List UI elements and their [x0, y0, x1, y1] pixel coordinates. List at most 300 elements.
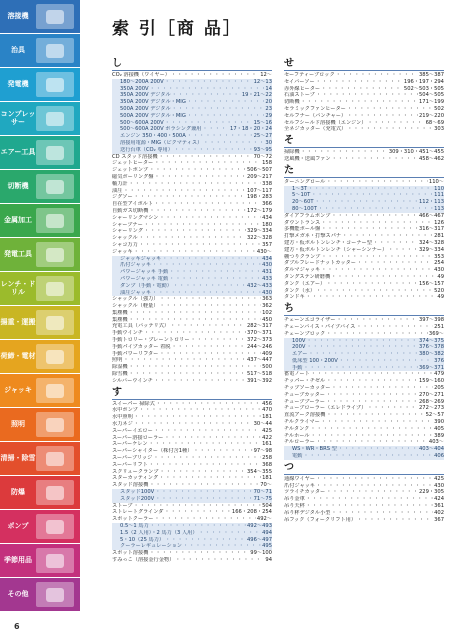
- index-entry[interactable]: [112, 296, 272, 303]
- index-entry[interactable]: [284, 405, 444, 412]
- index-entry[interactable]: [112, 428, 272, 435]
- index-entry[interactable]: [284, 426, 444, 433]
- index-entry[interactable]: [112, 509, 272, 516]
- index-entry[interactable]: [112, 469, 272, 476]
- dot-leader: [144, 330, 246, 337]
- entry-name: 水中照明: [112, 414, 133, 421]
- entry-pages: 97〜98: [253, 448, 272, 455]
- entry-pages: 353: [434, 253, 444, 260]
- index-entry[interactable]: [112, 441, 272, 448]
- entry-pages: 107〜117: [247, 187, 272, 194]
- index-entry[interactable]: [112, 503, 272, 510]
- dot-leader: [162, 256, 261, 263]
- dot-leader: [326, 399, 418, 406]
- index-entry[interactable]: [112, 330, 272, 337]
- index-column-right: [284, 56, 444, 523]
- entry-name: エンジン 350・400・500A: [120, 133, 186, 140]
- sidebar-tab[interactable]: [0, 204, 80, 237]
- entry-name: シャーリングマシン: [112, 214, 159, 221]
- index-subentry[interactable]: [112, 147, 272, 154]
- entry-pages: 110〜: [428, 178, 444, 185]
- index-entry[interactable]: [284, 510, 444, 517]
- index-entry[interactable]: [112, 181, 272, 188]
- entry-pages: 272〜273: [419, 405, 444, 412]
- index-subentry[interactable]: [284, 344, 444, 351]
- entry-pages: 458〜462: [419, 155, 444, 162]
- index-entry[interactable]: [112, 303, 272, 310]
- sidebar-tab[interactable]: [0, 374, 80, 407]
- index-subentry[interactable]: [112, 276, 272, 283]
- entry-name: チェーンバイス・パイプバイス: [284, 323, 356, 330]
- index-entry[interactable]: [112, 344, 272, 351]
- entry-pages: 198・283: [247, 194, 272, 201]
- sidebar-tab[interactable]: [0, 340, 80, 373]
- index-entry[interactable]: [112, 188, 272, 195]
- index-subentry[interactable]: [112, 120, 272, 127]
- index-entry[interactable]: [112, 455, 272, 462]
- entry-name: 建方・仮ボルトンレンチ（シャーシンナー）: [284, 246, 388, 253]
- index-subentry[interactable]: [112, 269, 272, 276]
- index-entry[interactable]: [112, 323, 272, 330]
- entry-pages: 434: [262, 255, 272, 262]
- entry-name: 5〜10T: [292, 192, 311, 199]
- dot-leader: [306, 344, 418, 351]
- index-entry[interactable]: [284, 274, 444, 281]
- entry-name: シルバーウインチ: [112, 377, 153, 384]
- index-subentry[interactable]: [112, 537, 272, 544]
- entry-pages: 251: [434, 323, 444, 330]
- dot-leader: [150, 86, 265, 93]
- index-entry[interactable]: [284, 385, 444, 392]
- index-entry[interactable]: [284, 220, 444, 227]
- index-entry[interactable]: [284, 371, 444, 378]
- entry-name: ダイアフラムポンプ: [284, 212, 331, 219]
- dot-leader: [150, 523, 246, 530]
- index-entry[interactable]: [112, 407, 272, 414]
- entry-name: シャックル（軽量）: [112, 303, 159, 310]
- index-entry[interactable]: [112, 351, 272, 358]
- entry-name: 5・10（25 馬力）: [120, 536, 165, 543]
- sidebar-tab-label: 溶接機: [7, 11, 29, 20]
- dot-leader: [311, 433, 434, 440]
- dot-leader: [308, 186, 433, 193]
- index-subentry[interactable]: [112, 262, 272, 269]
- index-entry[interactable]: [284, 99, 444, 106]
- entry-name: 送風機・送風ファン: [284, 155, 331, 162]
- index-subentry[interactable]: [112, 126, 272, 133]
- entry-name: ストーブ: [112, 502, 133, 509]
- dot-leader: [356, 324, 433, 331]
- dot-leader: [321, 220, 433, 227]
- index-entry[interactable]: [284, 126, 444, 133]
- entry-pages: 403〜: [428, 439, 444, 446]
- entry-pages: 494: [262, 529, 272, 536]
- index-subentry[interactable]: [112, 496, 272, 503]
- entry-pages: 432〜433: [247, 282, 272, 289]
- index-entry[interactable]: [112, 194, 272, 201]
- index-entry[interactable]: [112, 154, 272, 161]
- entry-pages: 362: [262, 303, 272, 310]
- index-entry[interactable]: [284, 378, 444, 385]
- index-entry[interactable]: [284, 106, 444, 113]
- entry-pages: 25〜27: [253, 133, 272, 140]
- dot-leader: [172, 92, 241, 99]
- index-entry[interactable]: [284, 254, 444, 261]
- section-heading: つ: [284, 462, 444, 475]
- index-entry[interactable]: [284, 439, 444, 446]
- index-subentry[interactable]: [112, 92, 272, 99]
- dot-leader: [326, 281, 418, 288]
- dot-leader: [357, 260, 433, 267]
- entry-pages: 12〜: [260, 72, 272, 78]
- sidebar-tab-label: ポンプ: [7, 521, 29, 530]
- entry-pages: 93〜95: [253, 146, 272, 153]
- index-entry[interactable]: [112, 516, 272, 523]
- sidebar-tab[interactable]: [0, 238, 80, 271]
- entry-name: 多機能ボール盤: [284, 226, 321, 233]
- dot-leader: [326, 179, 428, 186]
- index-entry[interactable]: [284, 113, 444, 120]
- index-entry[interactable]: [112, 249, 272, 256]
- product-photo-icon: [36, 140, 74, 165]
- index-entry[interactable]: [284, 331, 444, 338]
- dot-leader: [301, 149, 388, 156]
- dot-leader: [318, 206, 433, 213]
- index-entry[interactable]: [112, 364, 272, 371]
- index-entry[interactable]: [112, 550, 272, 557]
- index-entry[interactable]: [284, 156, 444, 163]
- entry-pages: 504〜505: [419, 92, 444, 99]
- dot-leader: [311, 371, 433, 378]
- dot-leader: [306, 503, 433, 510]
- index-subentry[interactable]: [112, 256, 272, 263]
- sidebar-tab[interactable]: [0, 544, 80, 577]
- index-entry[interactable]: [112, 242, 272, 249]
- entry-pages: 389: [434, 432, 444, 439]
- sidebar-tab[interactable]: [0, 306, 80, 339]
- entry-pages: 504: [262, 502, 272, 509]
- index-subentry[interactable]: [112, 523, 272, 530]
- entry-name: 集塵機: [112, 316, 128, 323]
- dot-leader: [160, 469, 246, 476]
- dot-leader: [154, 174, 246, 181]
- index-subentry[interactable]: [112, 79, 272, 86]
- entry-name: チューブカッター: [284, 391, 325, 398]
- dot-leader: [134, 194, 246, 201]
- index-entry[interactable]: [112, 201, 272, 208]
- index-entry[interactable]: [284, 294, 444, 301]
- index-entry[interactable]: [112, 482, 272, 489]
- index-entry[interactable]: [284, 476, 444, 483]
- entry-name: 磁気ボーリング盤: [112, 173, 154, 180]
- entry-name: 350A 200V デジタル・MIG: [120, 99, 186, 106]
- dot-leader: [316, 288, 433, 295]
- entry-pages: 17・18・20・24: [230, 126, 272, 133]
- entry-pages: 94: [265, 556, 272, 563]
- entry-name: チェーンエコライザー: [284, 317, 336, 324]
- sidebar-tab[interactable]: [0, 476, 80, 509]
- index-subentry[interactable]: [284, 192, 444, 199]
- dot-leader: [203, 140, 264, 147]
- index-subentry[interactable]: [284, 358, 444, 365]
- entry-pages: 391〜392: [247, 377, 272, 384]
- index-entry[interactable]: [112, 160, 272, 167]
- entry-pages: 166・208・254: [231, 509, 272, 516]
- index-entry[interactable]: [284, 233, 444, 240]
- dot-leader: [123, 357, 246, 364]
- index-subentry[interactable]: [284, 186, 444, 193]
- dot-leader: [154, 160, 261, 167]
- index-entry[interactable]: [284, 79, 444, 86]
- index-entry[interactable]: [284, 179, 444, 186]
- index-subentry[interactable]: [112, 530, 272, 537]
- index-subentry[interactable]: [112, 489, 272, 496]
- index-entry[interactable]: [112, 435, 272, 442]
- entry-name: 吊り天秤: [284, 503, 305, 510]
- index-entry[interactable]: [112, 357, 272, 364]
- entry-pages: 180: [262, 221, 272, 228]
- index-entry[interactable]: [284, 288, 444, 295]
- index-entry[interactable]: [284, 503, 444, 510]
- index-entry[interactable]: [112, 557, 272, 564]
- entry-pages: 456: [262, 400, 272, 407]
- index-entry[interactable]: [284, 433, 444, 440]
- entry-name: セラミックファンヒーター: [284, 105, 346, 112]
- entry-pages: 492〜493: [247, 523, 272, 529]
- index-subentry[interactable]: [284, 206, 444, 213]
- sidebar-tab-label: 荷締・電材: [0, 351, 36, 360]
- product-photo-icon: [36, 446, 74, 471]
- sidebar-tab[interactable]: [0, 102, 80, 135]
- entry-name: スターカッティング: [112, 475, 159, 482]
- entry-pages: 30〜44: [253, 421, 272, 428]
- entry-name: 全ネジカッター（充電式）: [284, 126, 347, 133]
- dot-leader: [159, 154, 253, 161]
- index-entry[interactable]: [112, 421, 272, 428]
- entry-name: 切断機: [284, 99, 300, 106]
- dot-leader: [159, 351, 261, 358]
- entry-pages: 156〜157: [419, 280, 444, 287]
- index-entry[interactable]: [112, 448, 272, 455]
- sidebar-tab-label: 照明: [11, 419, 25, 428]
- entry-pages: 258: [262, 455, 272, 462]
- entry-name: チルクライマー: [284, 419, 320, 426]
- index-entry[interactable]: [112, 475, 272, 482]
- index-entry[interactable]: [112, 378, 272, 385]
- sidebar-tab[interactable]: [0, 68, 80, 101]
- index-subentry[interactable]: [284, 351, 444, 358]
- entry-pages: 434: [262, 214, 272, 221]
- sidebar-tab-label: 発電機: [7, 79, 29, 88]
- index-subentry[interactable]: [112, 106, 272, 113]
- index-entry[interactable]: [112, 215, 272, 222]
- index-entry[interactable]: [284, 92, 444, 99]
- index-entry[interactable]: [284, 399, 444, 406]
- dot-leader: [173, 283, 246, 290]
- entry-name: 500A 200V デジタル: [120, 105, 171, 112]
- sidebar-tab[interactable]: [0, 272, 80, 305]
- entry-pages: 405: [434, 425, 444, 432]
- index-subentry[interactable]: [112, 133, 272, 140]
- entry-pages: 111: [434, 192, 444, 199]
- index-subentry[interactable]: [284, 199, 444, 206]
- sidebar-tab-label: コンプレッサー: [0, 110, 36, 126]
- entry-name: ターニングロール: [284, 178, 326, 185]
- index-subentry[interactable]: [112, 99, 272, 106]
- sidebar-tab[interactable]: [0, 136, 80, 169]
- dot-leader: [321, 267, 433, 274]
- index-entry[interactable]: [284, 496, 444, 503]
- dot-leader: [129, 310, 262, 317]
- index-entry[interactable]: [284, 281, 444, 288]
- entry-name: ダブルフレードナットカッター: [284, 260, 356, 267]
- index-entry[interactable]: [112, 401, 272, 408]
- index-entry[interactable]: [112, 371, 272, 378]
- sidebar-tab[interactable]: [0, 442, 80, 475]
- index-subentry[interactable]: [112, 543, 272, 550]
- sidebar-tab-label: 切断機: [7, 181, 29, 190]
- index-entry[interactable]: [284, 226, 444, 233]
- dot-leader: [336, 317, 418, 324]
- entry-name: セーフティーブロック: [284, 72, 335, 78]
- index-entry[interactable]: [284, 247, 444, 254]
- index-entry[interactable]: [112, 228, 272, 235]
- index-entry[interactable]: [284, 240, 444, 247]
- entry-pages: 430: [262, 262, 272, 269]
- entry-pages: 244〜246: [247, 343, 272, 350]
- index-entry[interactable]: [284, 149, 444, 156]
- index-entry[interactable]: [112, 462, 272, 469]
- index-entry[interactable]: [284, 412, 444, 419]
- entry-pages: 219〜220: [419, 112, 444, 119]
- entry-name: ジグソー: [112, 194, 133, 201]
- dot-leader: [159, 215, 261, 222]
- entry-pages: 437〜447: [247, 357, 272, 364]
- dot-leader: [357, 517, 433, 524]
- sidebar-tab[interactable]: [0, 578, 80, 611]
- index-entry[interactable]: [112, 317, 272, 324]
- entry-pages: 282〜317: [247, 323, 272, 330]
- index-subentry[interactable]: [284, 338, 444, 345]
- entry-pages: 20: [265, 99, 272, 106]
- index-subentry[interactable]: [284, 365, 444, 372]
- entry-pages: 316〜317: [419, 226, 444, 233]
- product-photo-icon: [36, 276, 74, 301]
- entry-pages: 517〜518: [247, 371, 272, 378]
- index-subentry[interactable]: [112, 283, 272, 290]
- dot-leader: [134, 421, 253, 428]
- dot-leader: [308, 351, 418, 358]
- index-entry[interactable]: [112, 72, 272, 79]
- dot-leader: [339, 358, 433, 365]
- sidebar-tab-label: エアー工具: [0, 147, 36, 156]
- entry-pages: 402: [434, 509, 444, 516]
- index-entry[interactable]: [112, 235, 272, 242]
- index-entry[interactable]: [284, 120, 444, 127]
- dot-leader: [155, 489, 252, 496]
- sidebar-tab[interactable]: [0, 34, 80, 67]
- entry-name: チューブローラー（エレドライブ）: [284, 405, 367, 412]
- sidebar-tab[interactable]: [0, 408, 80, 441]
- index-entry[interactable]: [112, 310, 272, 317]
- index-entry[interactable]: [284, 86, 444, 93]
- dot-leader: [326, 412, 424, 419]
- index-entry[interactable]: [284, 392, 444, 399]
- index-subentry[interactable]: [284, 453, 444, 460]
- index-entry[interactable]: [284, 72, 444, 79]
- index-subentry[interactable]: [112, 290, 272, 297]
- index-entry[interactable]: [112, 414, 272, 421]
- entry-name: 石油ストーブ: [284, 92, 315, 99]
- dot-leader: [154, 378, 246, 385]
- index-subentry[interactable]: [284, 446, 444, 453]
- dot-leader: [347, 113, 418, 120]
- entry-name: シャーリング: [112, 228, 143, 235]
- entry-name: シャックル: [112, 235, 138, 242]
- index-subentry[interactable]: [112, 113, 272, 120]
- entry-name: シャープナー: [112, 221, 143, 228]
- index-entry[interactable]: [112, 337, 272, 344]
- index-entry[interactable]: [284, 260, 444, 267]
- index-entry[interactable]: [112, 222, 272, 229]
- entry-name: 500〜600A 200V: [120, 119, 164, 126]
- entry-pages: 329〜334: [247, 228, 272, 235]
- index-entry[interactable]: [284, 213, 444, 220]
- entry-name: CD スタッド溶接機: [112, 153, 158, 160]
- product-photo-icon: [36, 174, 74, 199]
- entry-name: 軸力計: [112, 180, 128, 187]
- sidebar-tab[interactable]: [0, 170, 80, 203]
- sidebar-tab-label: 治具: [11, 45, 25, 54]
- entry-pages: 390: [434, 419, 444, 426]
- index-entry[interactable]: [284, 483, 444, 490]
- entry-pages: 30: [265, 139, 272, 146]
- entry-name: 水力ネジ: [112, 421, 133, 428]
- dot-leader: [152, 262, 261, 269]
- dot-leader: [367, 120, 424, 127]
- index-entry[interactable]: [284, 317, 444, 324]
- sidebar-tab[interactable]: [0, 0, 80, 33]
- index-entry[interactable]: [284, 324, 444, 331]
- index-subentry[interactable]: [112, 86, 272, 93]
- index-entry[interactable]: [284, 489, 444, 496]
- index-entry[interactable]: [284, 419, 444, 426]
- entry-pages: 205: [434, 385, 444, 392]
- index-entry[interactable]: [112, 167, 272, 174]
- sidebar-tab[interactable]: [0, 510, 80, 543]
- index-entry[interactable]: [284, 517, 444, 524]
- entry-pages: 492〜: [256, 516, 272, 523]
- entry-name: 油圧: [112, 187, 123, 194]
- entry-pages: 113: [434, 205, 444, 212]
- dot-leader: [321, 419, 433, 426]
- sidebar-tab-label: 揚重・運搬: [0, 317, 36, 326]
- entry-name: チッパー・チゼル: [284, 378, 326, 385]
- entry-name: 100V: [292, 337, 306, 344]
- dot-leader: [149, 462, 261, 469]
- dot-leader: [159, 296, 261, 303]
- entry-pages: 196・197・294: [403, 78, 444, 85]
- entry-pages: 49: [437, 294, 444, 301]
- index-entry[interactable]: [112, 174, 272, 181]
- entry-name: 溶接用電源・MIG（ビクマティス）: [120, 139, 203, 146]
- entry-pages: 361: [434, 503, 444, 510]
- index-subentry[interactable]: [112, 140, 272, 147]
- entry-pages: 322〜328: [247, 235, 272, 242]
- index-entry[interactable]: [112, 208, 272, 215]
- index-entry[interactable]: [284, 267, 444, 274]
- entry-pages: 102: [262, 309, 272, 316]
